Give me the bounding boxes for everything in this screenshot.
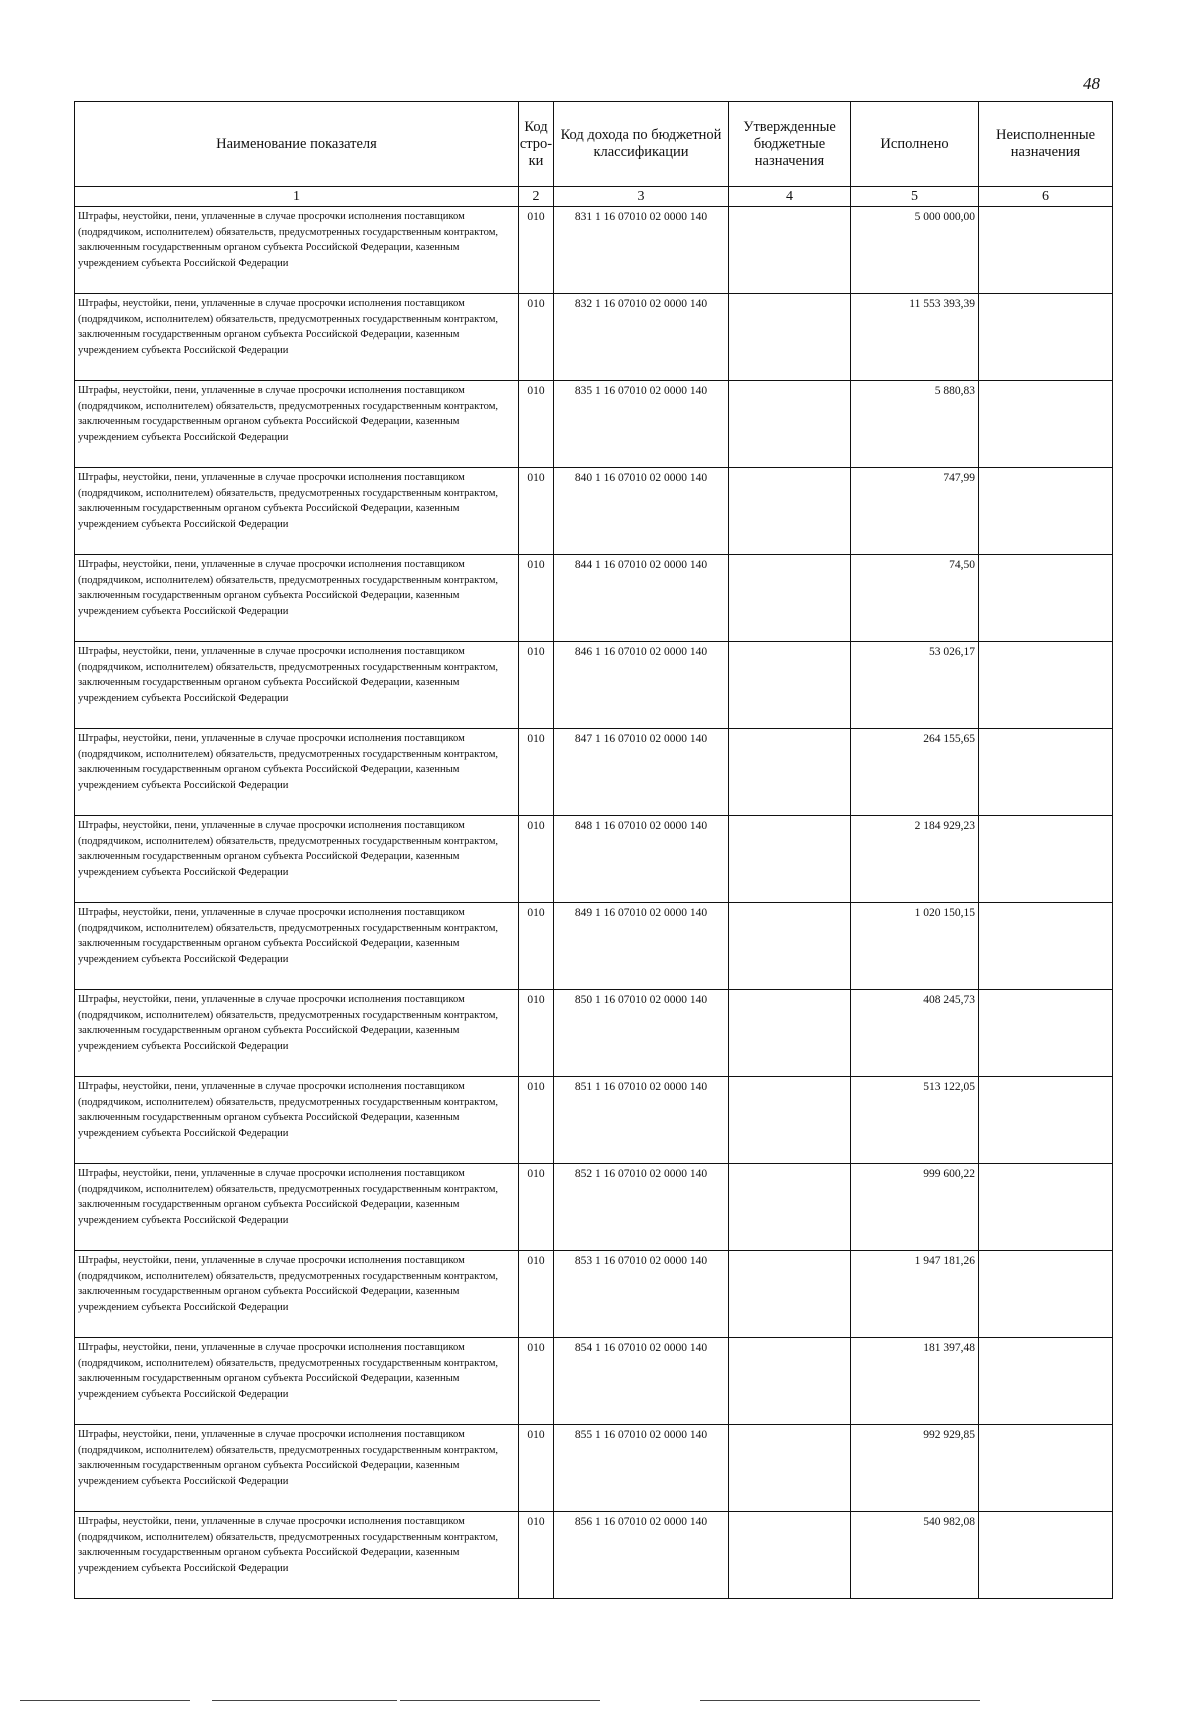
column-number: 2 — [519, 187, 554, 207]
row-executed: 11 553 393,39 — [851, 294, 979, 381]
table-row — [75, 294, 1113, 381]
income-report-table — [74, 101, 1113, 1599]
row-unexecuted — [979, 207, 1113, 294]
header-approved: Утвержденные бюджетные назначения — [729, 102, 851, 187]
row-line-code: 010 — [519, 468, 554, 555]
row-approved — [729, 555, 851, 642]
table-row — [75, 1251, 1113, 1338]
row-line-code: 010 — [519, 816, 554, 903]
row-executed: 264 155,65 — [851, 729, 979, 816]
row-unexecuted — [979, 1077, 1113, 1164]
row-executed: 1 947 181,26 — [851, 1251, 979, 1338]
row-executed: 53 026,17 — [851, 642, 979, 729]
row-executed: 74,50 — [851, 555, 979, 642]
table-row — [75, 1338, 1113, 1425]
row-income-code: 848 1 16 07010 02 0000 140 — [554, 816, 729, 903]
page-number: 48 — [1083, 74, 1100, 93]
row-approved — [729, 1251, 851, 1338]
header-executed: Исполнено — [851, 102, 979, 187]
row-line-code: 010 — [519, 381, 554, 468]
column-number: 5 — [851, 187, 979, 207]
row-income-code: 850 1 16 07010 02 0000 140 — [554, 990, 729, 1077]
row-name: Штрафы, неустойки, пени, уплаченные в случае просрочки исполнения поставщиком (подрядчиком, исполнителем) обязательств, предусмотренных государственным контрактом, заключенным государственным органом субъекта Российской Федерации, казенным учреждением субъекта Российской Федерации — [75, 1251, 519, 1338]
row-approved — [729, 729, 851, 816]
row-executed: 540 982,08 — [851, 1512, 979, 1599]
row-executed: 408 245,73 — [851, 990, 979, 1077]
row-name: Штрафы, неустойки, пени, уплаченные в случае просрочки исполнения поставщиком (подрядчиком, исполнителем) обязательств, предусмотренных государственным контрактом, заключенным государственным органом субъекта Российской Федерации, казенным учреждением субъекта Российской Федерации — [75, 294, 519, 381]
column-number: 1 — [75, 187, 519, 207]
row-executed: 1 020 150,15 — [851, 903, 979, 990]
row-name: Штрафы, неустойки, пени, уплаченные в случае просрочки исполнения поставщиком (подрядчиком, исполнителем) обязательств, предусмотренных государственным контрактом, заключенным государственным органом субъекта Российской Федерации, казенным учреждением субъекта Российской Федерации — [75, 1425, 519, 1512]
row-approved — [729, 1164, 851, 1251]
row-name: Штрафы, неустойки, пени, уплаченные в случае просрочки исполнения поставщиком (подрядчиком, исполнителем) обязательств, предусмотренных государственным контрактом, заключенным государственным органом субъекта Российской Федерации, казенным учреждением субъекта Российской Федерации — [75, 816, 519, 903]
row-income-code: 847 1 16 07010 02 0000 140 — [554, 729, 729, 816]
table-row — [75, 903, 1113, 990]
header-name: Наименование показателя — [75, 102, 519, 187]
row-unexecuted — [979, 903, 1113, 990]
row-line-code: 010 — [519, 1338, 554, 1425]
table-row — [75, 729, 1113, 816]
row-income-code: 835 1 16 07010 02 0000 140 — [554, 381, 729, 468]
row-approved — [729, 468, 851, 555]
row-line-code: 010 — [519, 1251, 554, 1338]
column-number: 3 — [554, 187, 729, 207]
row-approved — [729, 642, 851, 729]
row-unexecuted — [979, 294, 1113, 381]
row-line-code: 010 — [519, 1164, 554, 1251]
row-executed: 992 929,85 — [851, 1425, 979, 1512]
row-approved — [729, 207, 851, 294]
row-line-code: 010 — [519, 1425, 554, 1512]
row-unexecuted — [979, 1512, 1113, 1599]
row-unexecuted — [979, 1164, 1113, 1251]
row-name: Штрафы, неустойки, пени, уплаченные в случае просрочки исполнения поставщиком (подрядчиком, исполнителем) обязательств, предусмотренных государственным контрактом, заключенным государственным органом субъекта Российской Федерации, казенным учреждением субъекта Российской Федерации — [75, 468, 519, 555]
row-unexecuted — [979, 555, 1113, 642]
row-executed: 999 600,22 — [851, 1164, 979, 1251]
row-income-code: 855 1 16 07010 02 0000 140 — [554, 1425, 729, 1512]
row-executed: 181 397,48 — [851, 1338, 979, 1425]
row-income-code: 831 1 16 07010 02 0000 140 — [554, 207, 729, 294]
row-income-code: 856 1 16 07010 02 0000 140 — [554, 1512, 729, 1599]
row-name: Штрафы, неустойки, пени, уплаченные в случае просрочки исполнения поставщиком (подрядчиком, исполнителем) обязательств, предусмотренных государственным контрактом, заключенным государственным органом субъекта Российской Федерации, казенным учреждением субъекта Российской Федерации — [75, 207, 519, 294]
row-approved — [729, 1338, 851, 1425]
row-unexecuted — [979, 642, 1113, 729]
row-income-code: 832 1 16 07010 02 0000 140 — [554, 294, 729, 381]
table-row — [75, 207, 1113, 294]
row-income-code: 851 1 16 07010 02 0000 140 — [554, 1077, 729, 1164]
row-income-code: 854 1 16 07010 02 0000 140 — [554, 1338, 729, 1425]
row-approved — [729, 1512, 851, 1599]
row-executed: 513 122,05 — [851, 1077, 979, 1164]
header-income-code: Код дохода по бюджетной классификации — [554, 102, 729, 187]
row-line-code: 010 — [519, 1077, 554, 1164]
table-row — [75, 990, 1113, 1077]
row-name: Штрафы, неустойки, пени, уплаченные в случае просрочки исполнения поставщиком (подрядчиком, исполнителем) обязательств, предусмотренных государственным контрактом, заключенным государственным органом субъекта Российской Федерации, казенным учреждением субъекта Российской Федерации — [75, 642, 519, 729]
row-executed: 747,99 — [851, 468, 979, 555]
row-approved — [729, 294, 851, 381]
row-line-code: 010 — [519, 642, 554, 729]
scan-edge-line — [212, 1700, 397, 1701]
row-unexecuted — [979, 381, 1113, 468]
scan-edge-line — [20, 1700, 190, 1701]
row-name: Штрафы, неустойки, пени, уплаченные в случае просрочки исполнения поставщиком (подрядчиком, исполнителем) обязательств, предусмотренных государственным контрактом, заключенным государственным органом субъекта Российской Федерации, казенным учреждением субъекта Российской Федерации — [75, 1512, 519, 1599]
column-number-row — [75, 187, 1113, 207]
scan-edge-line — [700, 1700, 980, 1701]
row-line-code: 010 — [519, 903, 554, 990]
column-number: 6 — [979, 187, 1113, 207]
row-line-code: 010 — [519, 729, 554, 816]
scan-edge-line — [400, 1700, 600, 1701]
table-row — [75, 1164, 1113, 1251]
row-name: Штрафы, неустойки, пени, уплаченные в случае просрочки исполнения поставщиком (подрядчиком, исполнителем) обязательств, предусмотренных государственным контрактом, заключенным государственным органом субъекта Российской Федерации, казенным учреждением субъекта Российской Федерации — [75, 1338, 519, 1425]
row-name: Штрафы, неустойки, пени, уплаченные в случае просрочки исполнения поставщиком (подрядчиком, исполнителем) обязательств, предусмотренных государственным контрактом, заключенным государственным органом субъекта Российской Федерации, казенным учреждением субъекта Российской Федерации — [75, 1164, 519, 1251]
table-body — [75, 207, 1113, 1599]
table-row — [75, 381, 1113, 468]
row-executed: 5 880,83 — [851, 381, 979, 468]
row-unexecuted — [979, 1338, 1113, 1425]
table-row — [75, 468, 1113, 555]
row-name: Штрафы, неустойки, пени, уплаченные в случае просрочки исполнения поставщиком (подрядчиком, исполнителем) обязательств, предусмотренных государственным контрактом, заключенным государственным органом субъекта Российской Федерации, казенным учреждением субъекта Российской Федерации — [75, 903, 519, 990]
table-row — [75, 1512, 1113, 1599]
table-row — [75, 1077, 1113, 1164]
row-income-code: 853 1 16 07010 02 0000 140 — [554, 1251, 729, 1338]
row-unexecuted — [979, 468, 1113, 555]
row-executed: 2 184 929,23 — [851, 816, 979, 903]
row-income-code: 840 1 16 07010 02 0000 140 — [554, 468, 729, 555]
row-line-code: 010 — [519, 555, 554, 642]
row-name: Штрафы, неустойки, пени, уплаченные в случае просрочки исполнения поставщиком (подрядчиком, исполнителем) обязательств, предусмотренных государственным контрактом, заключенным государственным органом субъекта Российской Федерации, казенным учреждением субъекта Российской Федерации — [75, 555, 519, 642]
row-name: Штрафы, неустойки, пени, уплаченные в случае просрочки исполнения поставщиком (подрядчиком, исполнителем) обязательств, предусмотренных государственным контрактом, заключенным государственным органом субъекта Российской Федерации, казенным учреждением субъекта Российской Федерации — [75, 1077, 519, 1164]
row-unexecuted — [979, 729, 1113, 816]
table-row — [75, 642, 1113, 729]
row-approved — [729, 1077, 851, 1164]
header-line-code: Код стро-ки — [519, 102, 554, 187]
header-row — [75, 102, 1113, 187]
row-line-code: 010 — [519, 1512, 554, 1599]
row-name: Штрафы, неустойки, пени, уплаченные в случае просрочки исполнения поставщиком (подрядчиком, исполнителем) обязательств, предусмотренных государственным контрактом, заключенным государственным органом субъекта Российской Федерации, казенным учреждением субъекта Российской Федерации — [75, 381, 519, 468]
row-income-code: 846 1 16 07010 02 0000 140 — [554, 642, 729, 729]
row-approved — [729, 381, 851, 468]
row-line-code: 010 — [519, 990, 554, 1077]
row-line-code: 010 — [519, 207, 554, 294]
row-income-code: 849 1 16 07010 02 0000 140 — [554, 903, 729, 990]
row-approved — [729, 903, 851, 990]
row-approved — [729, 990, 851, 1077]
row-approved — [729, 1425, 851, 1512]
row-name: Штрафы, неустойки, пени, уплаченные в случае просрочки исполнения поставщиком (подрядчиком, исполнителем) обязательств, предусмотренных государственным контрактом, заключенным государственным органом субъекта Российской Федерации, казенным учреждением субъекта Российской Федерации — [75, 729, 519, 816]
row-executed: 5 000 000,00 — [851, 207, 979, 294]
table-row — [75, 816, 1113, 903]
row-line-code: 010 — [519, 294, 554, 381]
column-number: 4 — [729, 187, 851, 207]
row-unexecuted — [979, 990, 1113, 1077]
row-unexecuted — [979, 1251, 1113, 1338]
header-unexecuted: Неисполненные назначения — [979, 102, 1113, 187]
row-unexecuted — [979, 816, 1113, 903]
row-income-code: 844 1 16 07010 02 0000 140 — [554, 555, 729, 642]
table-row — [75, 1425, 1113, 1512]
row-name: Штрафы, неустойки, пени, уплаченные в случае просрочки исполнения поставщиком (подрядчиком, исполнителем) обязательств, предусмотренных государственным контрактом, заключенным государственным органом субъекта Российской Федерации, казенным учреждением субъекта Российской Федерации — [75, 990, 519, 1077]
row-income-code: 852 1 16 07010 02 0000 140 — [554, 1164, 729, 1251]
table-row — [75, 555, 1113, 642]
row-approved — [729, 816, 851, 903]
row-unexecuted — [979, 1425, 1113, 1512]
